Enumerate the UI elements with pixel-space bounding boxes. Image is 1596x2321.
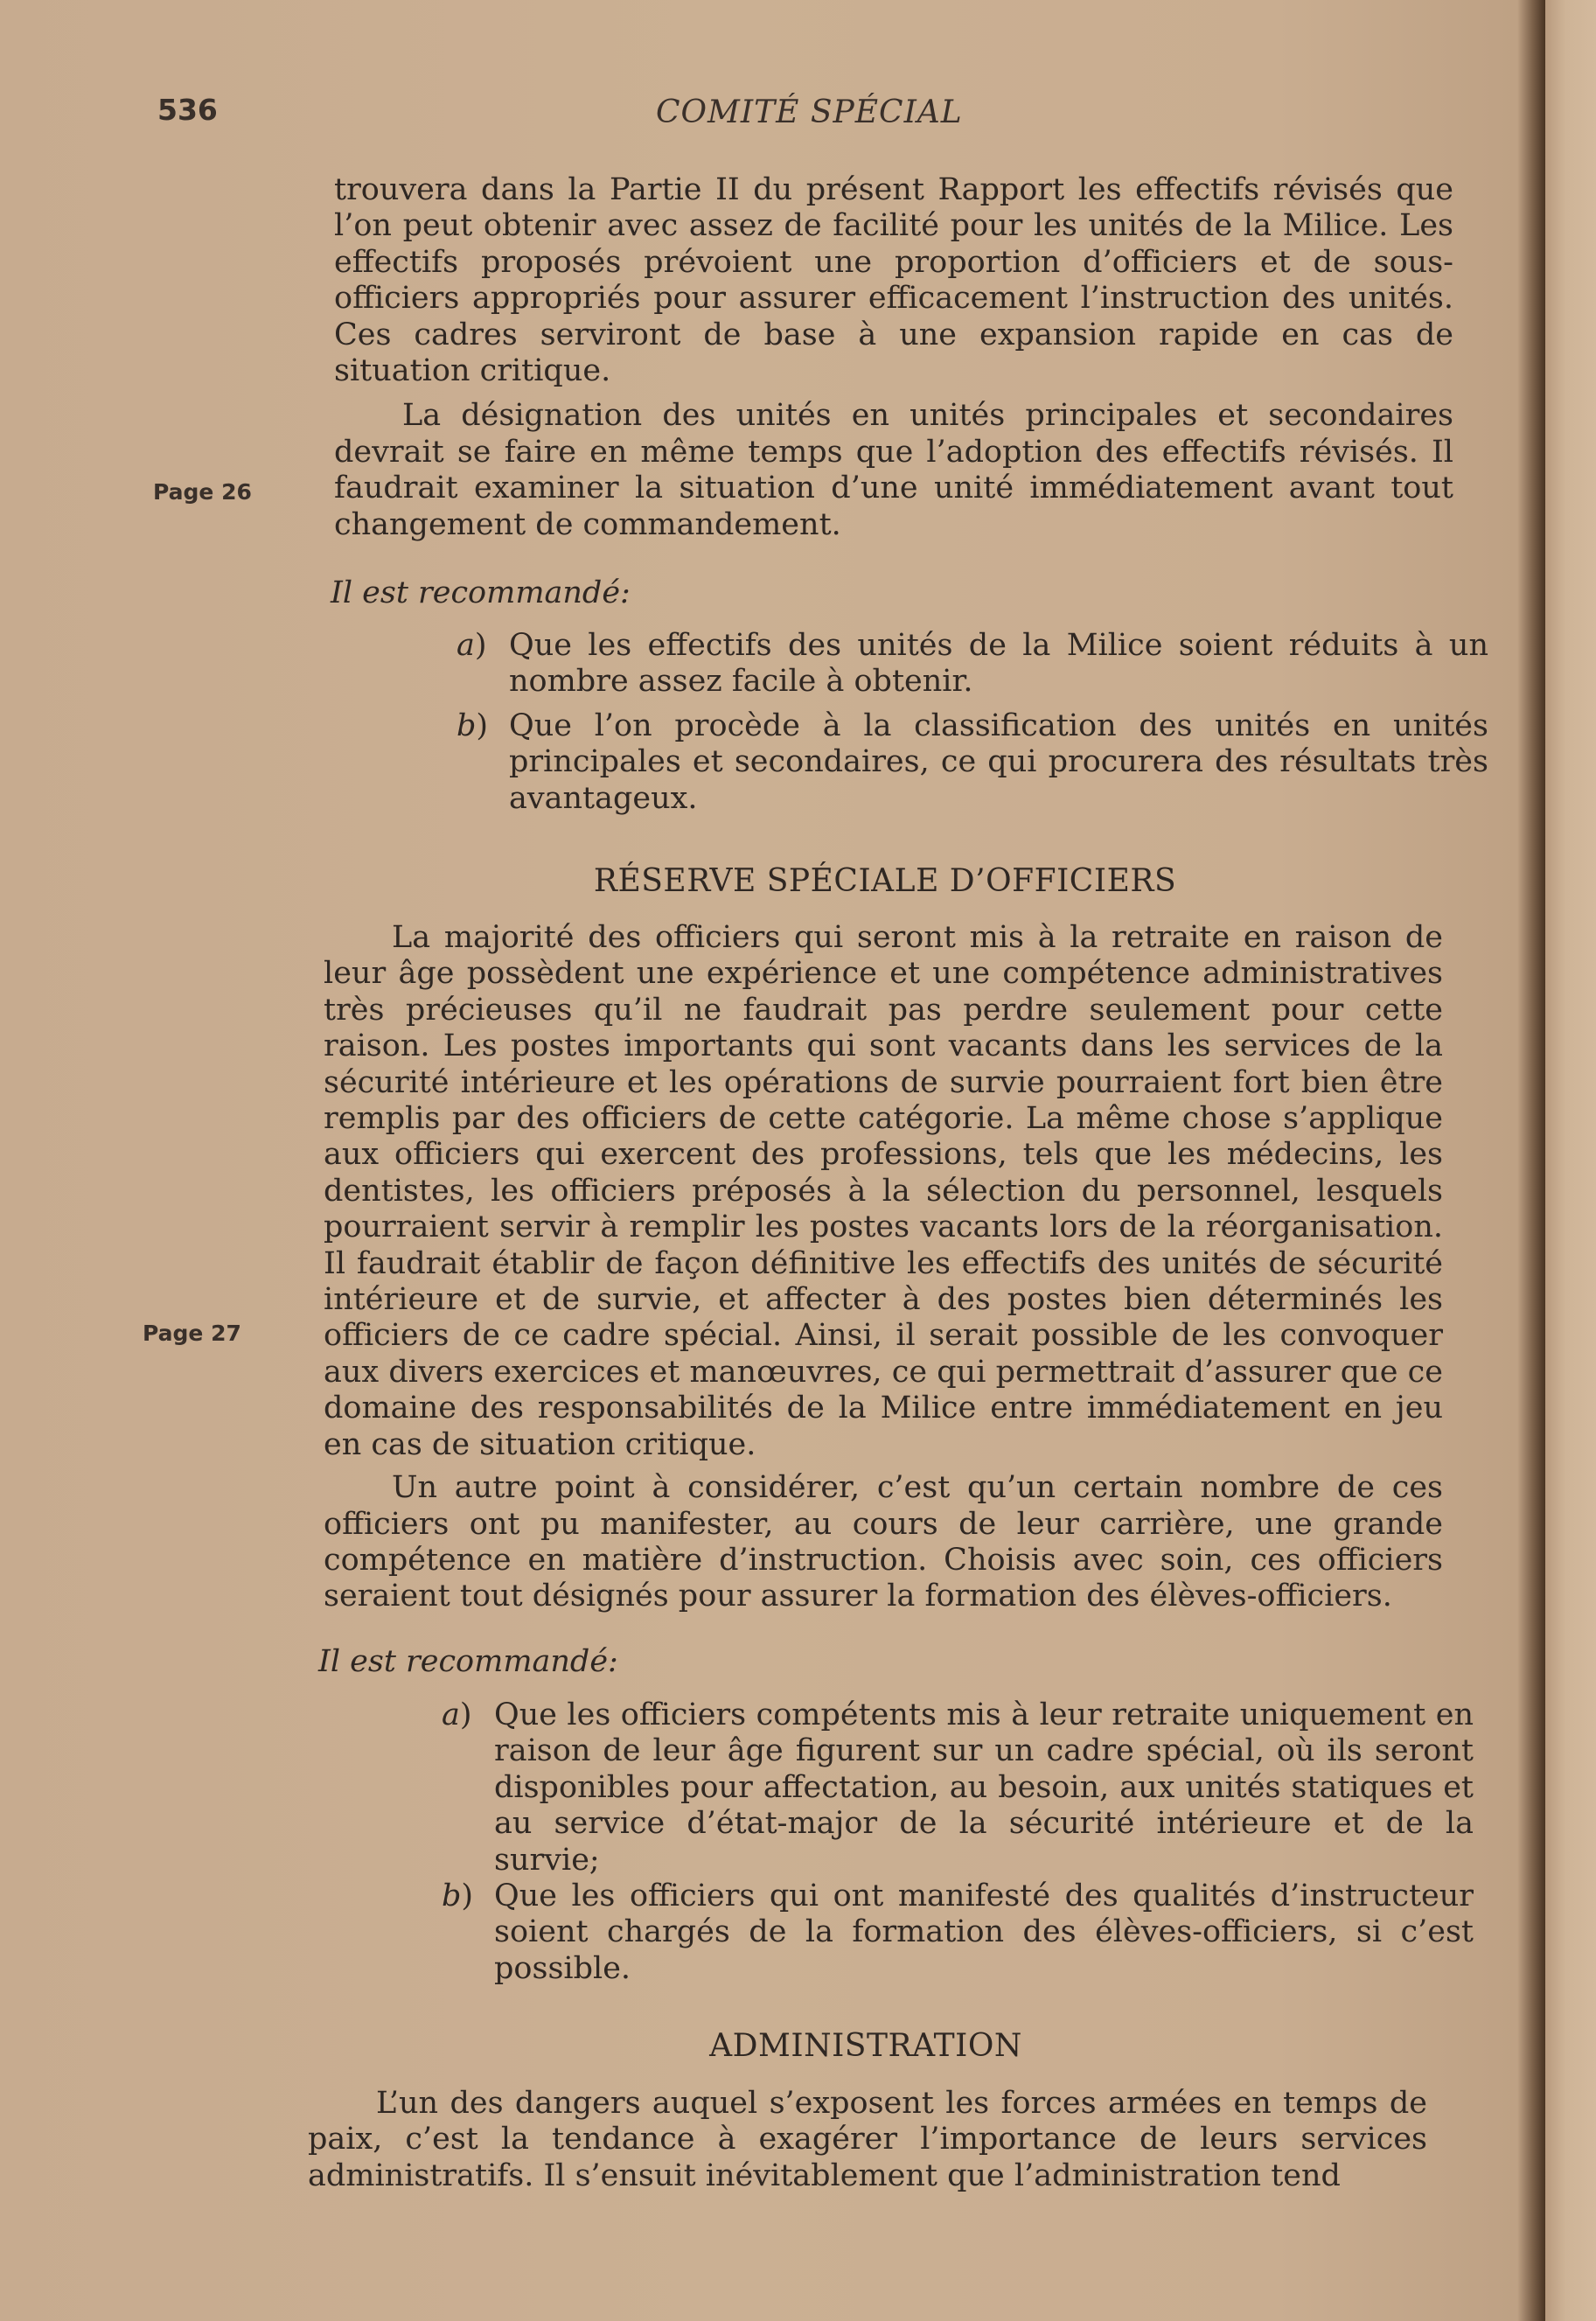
margin-note-page-27: Page 27 xyxy=(143,1321,241,1346)
paragraph-administration: L’un des dangers auquel s’exposent les forces armées en temps de paix, c’est la tendance à exagérer l’importance de leurs services administratifs. Il s’ensuit inévitablement que l’administration tend xyxy=(308,2086,1427,2193)
paragraph-unit-designation: La désignation des unités en unités principales et secondaires devrait se faire en même temps que l’adoption des effectifs révisés. Il faudrait examiner la situation d’une unité immédiatement avant tout changement de commandement. xyxy=(334,398,1453,542)
paragraph-instruction: Un autre point à considérer, c’est qu’un certain nombre de ces officiers ont pu manifester, au cours de leur carrière, une grande compétence en matière d’instruction. Choisis avec soin, ces officiers seraient tout désignés pour assurer la formation des élèves-officiers. xyxy=(324,1470,1443,1614)
recommendation-2-b-text: Que les officiers qui ont manifesté des qualités d’instructeur soient chargés de la formation des élèves-officiers, si c’est possible. xyxy=(494,1878,1474,1986)
recommendation-intro-2: Il est recommandé: xyxy=(318,1644,618,1679)
spine-shadow xyxy=(1517,0,1545,2321)
paragraph-block-3 xyxy=(308,2086,1427,2194)
list-label-a: a) xyxy=(456,628,487,663)
facing-page-edge xyxy=(1545,0,1596,2321)
recommendation-1-b xyxy=(456,708,1488,817)
recommendation-2-a xyxy=(442,1697,1474,1878)
recommendation-2-b xyxy=(442,1878,1474,1987)
section-heading-administration: ADMINISTRATION xyxy=(709,2028,1022,2064)
running-header: COMITÉ SPÉCIAL xyxy=(656,94,963,130)
list-label-a: a) xyxy=(442,1697,472,1732)
list-label-b: b) xyxy=(442,1878,474,1913)
paragraph-block-2 xyxy=(324,920,1443,1615)
paragraph-reserve: La majorité des officiers qui seront mis à la retraite en raison de leur âge possèdent une expérience et une compétence administratives très précieuses qu’il ne faudrait pas perdre seulement pour cette raison. Les postes importants qui sont vacants dans les services de la sécurité intérieure et les opérations de survie pourraient fort bien être remplis par des officiers de cette catégorie. La même chose s’applique aux officiers qui exercent des professions, tels que les médecins, les dentistes, les officiers préposés à la sélection du personnel, lesquels pourraient servir à remplir les postes vacants lors de la réorganisation. Il faudrait établir de façon définitive les effectifs des unités de sécurité intérieure et de survie, et affecter à des postes bien déterminés les officiers de ce cadre spécial. Ainsi, il serait possible de les convoquer aux divers exercices et manœuvres, ce qui permettrait d’assurer que ce domaine des responsabilités de la Milice entre immédiatement en jeu en cas de situation critique. xyxy=(324,920,1443,1462)
recommendation-intro-1: Il est recommandé: xyxy=(331,575,631,610)
recommendation-1-a-text: Que les effectifs des unités de la Milice soient réduits à un nombre assez facile à obtenir. xyxy=(509,628,1488,700)
recommendation-1-b-text: Que l’on procède à la classification des unités en unités principales et secondaires, ce qui procurera des résultats très avantageux. xyxy=(509,708,1488,816)
list-label-b: b) xyxy=(456,708,489,743)
page-number: 536 xyxy=(157,93,218,127)
recommendation-1-a xyxy=(456,628,1488,700)
paragraph-continuation: trouvera dans la Partie II du présent Rapport les effectifs révisés que l’on peut obtenir avec assez de facilité pour les unités de la Milice. Les effectifs proposés prévoient une proportion d’officiers et de sous-officiers appropriés pour assurer efficacement l’instruction des unités. Ces cadres serviront de base à une expansion rapide en cas de situation critique. xyxy=(334,172,1453,389)
recommendation-2-a-text: Que les officiers compétents mis à leur retraite uniquement en raison de leur âge figurent sur un cadre spécial, où ils seront disponibles pour affectation, au besoin, aux unités statiques et au service d’état-major de la sécurité intérieure et de la survie; xyxy=(494,1697,1474,1878)
paragraph-block-1 xyxy=(334,172,1453,543)
margin-note-page-26: Page 26 xyxy=(153,479,252,505)
section-heading-reserve: RÉSERVE SPÉCIALE D’OFFICIERS xyxy=(593,863,1177,899)
